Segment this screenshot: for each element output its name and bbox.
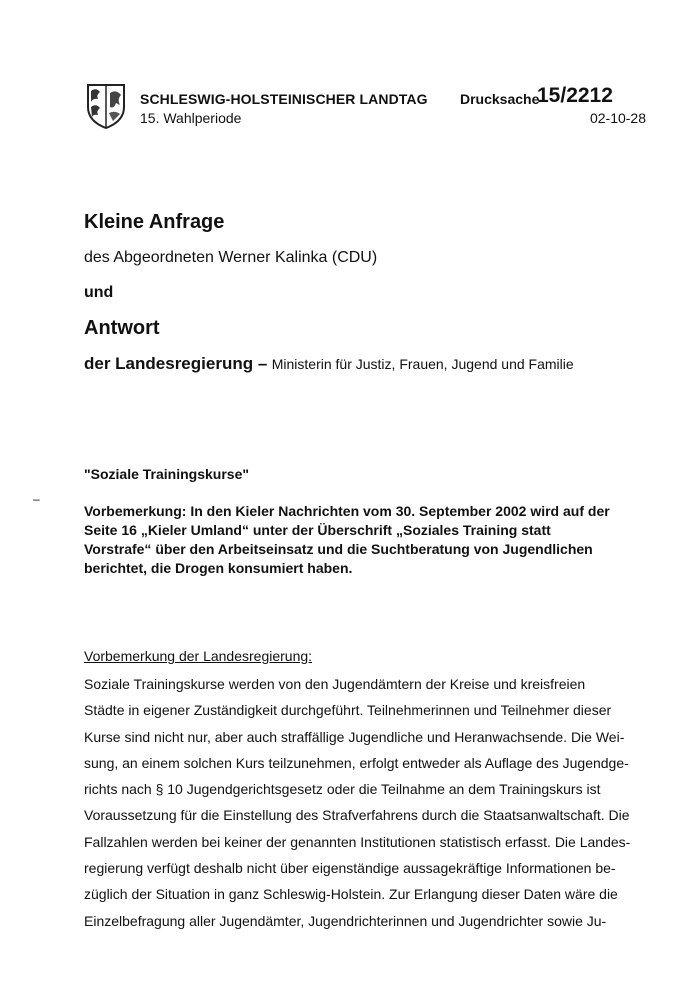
body-line: Städte in eigener Zuständigkeit durchgeführt. Teilnehmerinnen und Teilnehmer dieser	[84, 702, 612, 719]
answer-heading: Antwort	[84, 317, 160, 339]
subject-title: "Soziale Trainingskurse"	[84, 466, 249, 482]
conjunction-line: und	[84, 284, 114, 301]
body-line: regierung verfügt deshalb nicht über eigenständige aussagekräftige Informationen be-	[84, 860, 616, 877]
preliminary-note-line: Seite 16 „Kieler Umland“ unter der Überschrift „Soziales Training statt	[84, 522, 551, 538]
inquirer-line: des Abgeordneten Werner Kalinka (CDU)	[84, 249, 378, 266]
body-line: Fallzahlen werden bei keiner der genannten Institutionen statistisch erfasst. Die Landes-	[84, 833, 631, 850]
body-line: Voraussetzung für die Einstellung des Strafverfahrens durch die Staatsanwaltschaft. Die	[84, 807, 630, 824]
body-line: Kurse sind nicht nur, aber auch straffällige Jugendliche und Heranwachsende. Die Wei-	[84, 728, 625, 745]
government-label: der Landesregierung –	[84, 354, 268, 373]
document-label: Drucksache	[460, 91, 540, 107]
inquiry-type-heading: Kleine Anfrage	[84, 211, 225, 233]
margin-mark: –	[33, 492, 40, 506]
body-line: Einzelbefragung aller Jugendämter, Jugendrichterinnen und Jugendrichter sowie Ju-	[84, 912, 607, 929]
state-coat-of-arms	[86, 83, 126, 129]
parliament-name: SCHLESWIG-HOLSTEINISCHER LANDTAG	[140, 91, 428, 107]
body-line: sung, an einem solchen Kurs teilzunehmen, erfolgt entweder als Auflage des Jugendge-	[84, 754, 629, 771]
body-line: richts nach § 10 Jugendgerichtsgesetz oder die Teilnahme an dem Trainingskurs ist	[84, 781, 601, 798]
electoral-period: 15. Wahlperiode	[140, 110, 242, 126]
body-line: züglich der Situation in ganz Schleswig-Holstein. Zur Erlangung dieser Daten wäre die	[84, 886, 618, 903]
ministry-name: Ministerin für Justiz, Frauen, Jugend und Familie	[271, 356, 574, 372]
preliminary-note-line: berichtet, die Drogen konsumiert haben.	[84, 560, 353, 576]
preliminary-note-line: Vorbemerkung: In den Kieler Nachrichten vom 30. September 2002 wird auf der	[84, 503, 610, 519]
body-line: Soziale Trainingskurse werden von den Jugendämtern der Kreise und kreisfreien	[84, 676, 586, 692]
document-date: 02-10-28	[589, 110, 646, 126]
preliminary-note	[84, 502, 624, 578]
preliminary-note-line: Vorstrafe“ über den Arbeitseinsatz und die Suchtberatung von Jugendlichen	[84, 541, 593, 557]
government-note-heading: Vorbemerkung der Landesregierung:	[84, 648, 313, 664]
government-note-body	[84, 671, 631, 934]
government-line	[84, 354, 574, 374]
document-number: 15/2212	[537, 84, 613, 107]
